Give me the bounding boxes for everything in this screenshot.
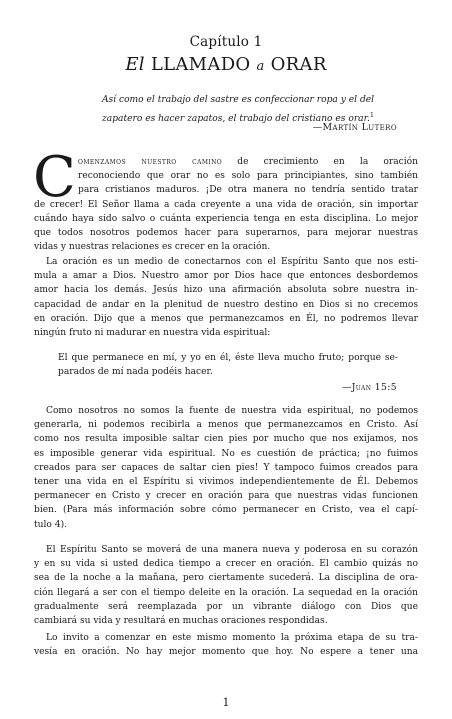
scripture-reference: —Juan 15:5 <box>342 382 397 393</box>
text-line: Lo invito a comenzar en este mismo momento la próxima etapa de su tra- <box>46 633 418 643</box>
text-line: Como nosotros no somos la fuente de nuestra vida espiritual, no podemos <box>46 406 418 416</box>
text-line: en oración. Dijo que a menos que permanezcamos en Él, no podremos llevar <box>34 313 418 324</box>
text-line: ningún fruto ni madurar en nuestra vida espiritual: <box>34 327 271 338</box>
text-line: tulo 4). <box>34 519 68 530</box>
text-line: vidas y nuestras relaciones es crecer en la oración. <box>34 242 271 253</box>
text-line: es imposible generar vida espiritual. No es cuestión de práctica; ¡no fuimos <box>34 448 418 459</box>
text-line: capacidad de andar en la plenitud de nuestro destino en Dios si no crecemos <box>34 299 418 310</box>
text-line <box>34 155 418 169</box>
paragraph-4 <box>34 543 418 628</box>
text-line: gradualmente será reemplazada por un vibrante diálogo con Dios que <box>34 601 418 612</box>
text-line: vesía en oración. No hay mejor momento que hoy. No espere a tener una <box>34 647 418 658</box>
text-line: cambiará su vida y resultará en muchas oraciones respondidas. <box>34 615 328 626</box>
epigraph-line-2-text: zapatero es hacer zapatos, el trabajo del cristiano es orar. <box>102 114 370 125</box>
text-line: reconociendo que orar no es solo para principiantes, sino también <box>78 171 418 182</box>
text-line: ción llegará a ser con el tiempo deleite en la oración. La sequedad en la oración <box>34 587 418 598</box>
chapter-title <box>0 54 452 75</box>
opening-small-caps: omenzamos nuestro camino <box>78 157 223 167</box>
text-line: de crecer! El Señor llama a cada creyente a una vida de oración, sin importar <box>34 199 418 210</box>
text-line: cuándo haya sido salvo o cuánta experiencia tenga en esta disciplina. Lo mejor <box>34 213 418 224</box>
text-line: para cristianos maduros. ¡De otra manera no tendría sentido tratar <box>78 185 418 196</box>
text-line: generarla, ni podemos recibirla a menos que permanezcamos en Cristo. Así <box>34 420 418 431</box>
text-line: como nos resulta imposible saltar cien pies por mucho que nos exijamos, nos <box>34 434 418 445</box>
title-llamado: LLAMADO <box>150 54 251 75</box>
text-line: bien. (Para más información sobre cómo permanecer en Cristo, vea el capí- <box>34 505 418 516</box>
title-orar: ORAR <box>270 54 327 75</box>
page-number: 1 <box>222 696 230 709</box>
scripture-quote <box>58 351 398 379</box>
footnote-marker: 1 <box>369 111 374 119</box>
text-line: que todos nosotros podemos hacer para superarnos, para mejorar nuestras <box>34 227 418 238</box>
title-el: El <box>125 54 145 75</box>
epigraph-line: Así como el trabajo del sastre es confeccionar ropa y el del <box>101 95 375 105</box>
epigraph-author: —Martín Lutero <box>312 122 397 133</box>
text-line: La oración es un medio de conectarnos con el Espíritu Santo que nos esti- <box>46 257 418 267</box>
text-line: mula a amar a Dios. Nuestro amor por Dios hace que entonces desbordemos <box>34 271 418 282</box>
paragraph-1 <box>34 155 418 254</box>
paragraph-5 <box>34 631 418 659</box>
text-line: El Espíritu Santo se moverá de una manera nueva y poderosa en su corazón <box>46 545 418 555</box>
text-line: y en su vida si usted dedica tiempo a crecer en oración. El cambio quizás no <box>34 559 418 570</box>
text-line: permanecer en Cristo y crecer en oración para que nuestras vidas funcionen <box>34 491 418 502</box>
quote-line: El que permanece en mí, y yo en él, éste lleva mucho fruto; porque se- <box>58 353 398 363</box>
paragraph-2 <box>34 255 418 340</box>
title-a: a <box>256 59 265 74</box>
text-line: tener una vida en el Espíritu si vivimos independientemente de Él. Debemos <box>34 476 418 487</box>
text-line: amor hacia los demás. Jesús hizo una afirmación absoluta sobre nuestra in- <box>34 285 418 296</box>
quote-line: parados de mí nada podéis hacer. <box>58 367 213 378</box>
text-line: sea de la noche a la mañana, pero ciertamente sucederá. La disciplina de ora- <box>34 573 418 584</box>
text-line: creados para ser capaces de saltar cien pies! Y tampoco fuimos creados para <box>34 462 418 473</box>
text-span: de crecimiento en la oración <box>237 157 418 167</box>
paragraph-3 <box>34 404 418 532</box>
chapter-number: Capítulo 1 <box>189 34 263 50</box>
drop-cap: C <box>33 145 76 210</box>
